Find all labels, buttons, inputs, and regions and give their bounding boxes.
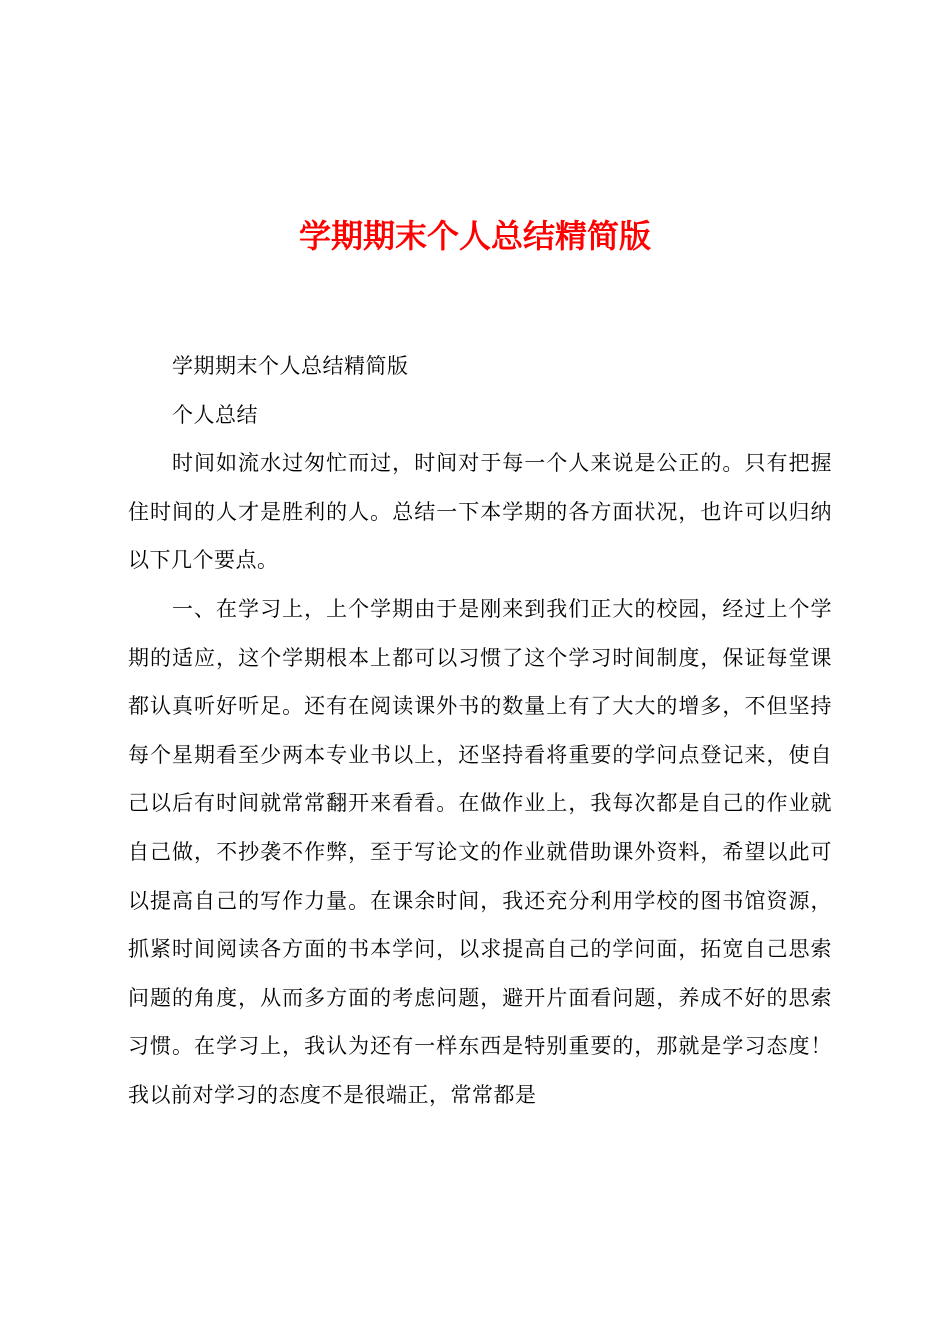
- paragraph-study: 一、在学习上，上个学期由于是刚来到我们正大的校园，经过上个学期的适应，这个学期根本上都可以习惯了这个学习时间制度，保证每堂课都认真听好听足。还有在阅读课外书的数量上有了大大的增多，不但坚持每个星期看至少两本专业书以上，还坚持看将重要的学问点登记来，使自己以后有时间就常常翻开来看看。在做作业上，我每次都是自己的作业就自己做，不抄袭不作弊，至于写论文的作业就借助课外资料，希望以此可以提高自己的写作力量。在课余时间，我还充分利用学校的图书馆资源，抓紧时间阅读各方面的书本学问，以求提高自己的学问面，拓宽自己思索问题的角度，从而多方面的考虑问题，避开片面看问题，养成不好的思索习惯。在学习上，我认为还有一样东西是特别重要的，那就是学习态度！我以前对学习的态度不是很端正，常常都是: [128, 596, 832, 1107]
- section-heading: 个人总结: [172, 402, 258, 427]
- document-title: 学期期末个人总结精简版: [298, 217, 651, 255]
- subtitle-line: 学期期末个人总结精简版: [172, 354, 409, 378]
- paragraph-intro: 时间如流水过匆忙而过，时间对于每一个人来说是公正的。只有把握住时间的人才是胜利的人。总结一下本学期的各方面状况，也许可以归纳以下几个要点。: [128, 451, 832, 573]
- document-body: [128, 342, 832, 1120]
